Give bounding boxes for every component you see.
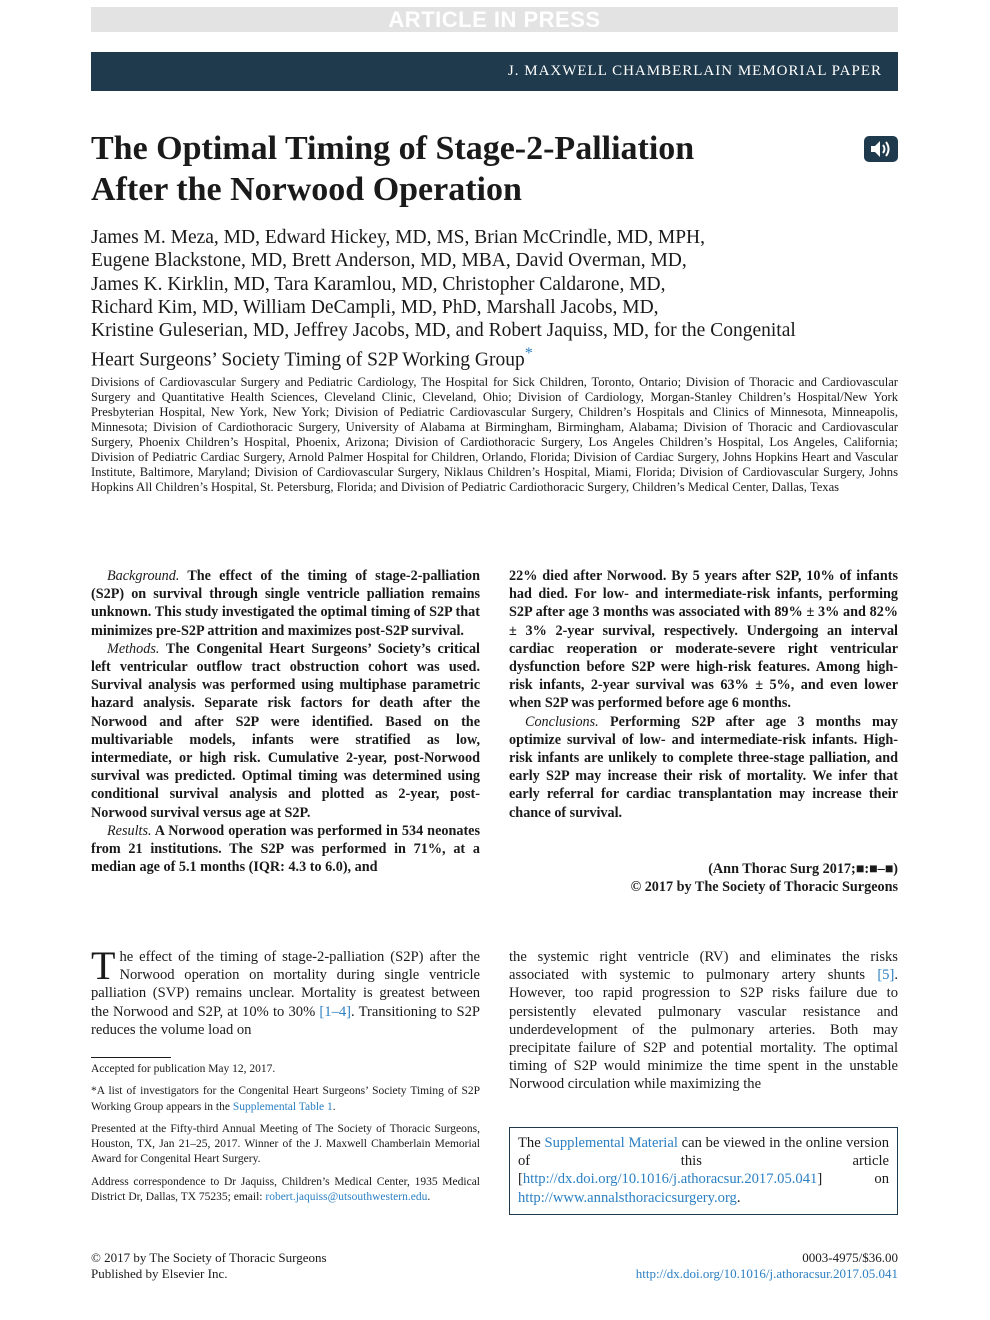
footnote-divider [91, 1057, 171, 1058]
supplemental-material-link[interactable]: Supplemental Material [544, 1135, 678, 1151]
abstract-conclusions-text: Performing S2P after age 3 months may optimize survival of low- and intermediate-risk infants. High-risk infants are unlikely to complete three-stage palliation, and early S2P may increase their risk of mortality. We infer that early referral for cardiac transplantation may increase their chance of survival. [509, 713, 898, 821]
author-line: Kristine Guleserian, MD, Jeffrey Jacobs, MD, and Robert Jaquiss, MD, for the Congenital [91, 320, 796, 342]
correspondence-note [91, 1175, 480, 1206]
author-line: James K. Kirklin, MD, Tara Karamlou, MD, Christopher Caldarone, MD, [91, 273, 666, 295]
abstract-background-text: The effect of the timing of stage-2-palliation (S2P) on survival through single ventricle palliation remains unknown. This study investigated the optimal timing of S2P that minimizes pre-S2P attrition and maximizes post-S2P survival. [91, 568, 480, 639]
footnote-marker: * [91, 1085, 97, 1098]
body-right-column [509, 948, 898, 1094]
abstract-right-column [509, 567, 898, 822]
author-list [91, 226, 898, 372]
body-text: . Transitioning to S2P reduces the volume load on [91, 1003, 480, 1038]
audio-summary-button[interactable] [864, 136, 898, 162]
supp-text: can be viewed in the online version of this article [ [518, 1135, 889, 1188]
title-line-1: The Optimal Timing of Stage-2-Palliation [91, 130, 695, 167]
working-group-footnote-link[interactable]: * [524, 344, 533, 363]
journal-citation: (Ann Thorac Surg 2017;■:■–■) [708, 861, 898, 877]
investigators-note [91, 1084, 480, 1115]
footer-doi-link[interactable]: http://dx.doi.org/10.1016/j.athoracsur.2017.05.041 [635, 1265, 898, 1281]
footer-publisher: Published by Elsevier Inc. [91, 1265, 228, 1281]
author-line: James M. Meza, MD, Edward Hickey, MD, MS, Brian McCrindle, MD, MPH, [91, 227, 706, 248]
body-text: he effect of the timing of stage-2-palliation (S2P) after the Norwood operation on mortality during single ventricle palliation (SVP) remains unclear. Mortality is greatest between the Norwood and S2P, at 10% to 30% [91, 949, 480, 1020]
author-line: Eugene Blackstone, MD, Brett Anderson, MD, MBA, David Overman, MD, [91, 250, 687, 272]
footnote-text: A list of investigators for the Congenital Heart Surgeons’ Society Timing of S2P Working Group appears in the [91, 1085, 480, 1113]
footer-left [91, 1250, 327, 1281]
presented-note: Presented at the Fifty-third Annual Meeting of The Society of Thoracic Surgeons, Houston, TX, Jan 21–25, 2017. Winner of the J. Maxwell Chamberlain Memorial Award for Congenital Heart Surgery. [91, 1122, 480, 1166]
journal-website-link[interactable]: http://www.annalsthoracicsurgery.org [518, 1189, 737, 1206]
footnotes [91, 1062, 480, 1212]
supp-text: ] on [817, 1171, 889, 1188]
drop-cap: T [91, 943, 116, 988]
author-line: Richard Kim, MD, William DeCampli, MD, PhD, Marshall Jacobs, MD, [91, 296, 659, 318]
footnote-text: . [427, 1191, 431, 1204]
series-header-bar [91, 52, 898, 91]
body-text: . However, too rapid progression to S2P risks failure due to persistently elevated pulmonary vascular resistance and underdevelopment of the pulmonary arteries. Both may precipitate failure of S2P and potential mortality. The optimal timing of S2P would minimize the time spent in the unstable Norwood circulation while maximizing the [509, 967, 898, 1093]
abstract-copyright: © 2017 by The Society of Thoracic Surgeons [630, 879, 898, 896]
abstract-background-heading: Background. [107, 568, 180, 584]
supplemental-material-box [509, 1127, 898, 1215]
footer-copyright: © 2017 by The Society of Thoracic Surgeons [91, 1250, 327, 1265]
article-title [91, 128, 831, 210]
body-text: the systemic right ventricle (RV) and eliminates the risks associated with systemic to pulmonary artery shunts [509, 949, 898, 984]
footer-issn-price: 0003-4975/$36.00 [802, 1250, 898, 1265]
author-line [91, 342, 898, 372]
abstract-results-heading: Results. [107, 822, 152, 839]
abstract-methods-text: The Congenital Heart Surgeons’ Society’s critical left ventricular outflow tract obstruction cohort was used. Survival analysis was performed using multiphase parametric hazard analysis. Separate risk factors for death after the Norwood and after S2P were identified. Based on the multivariable models, infants were stratified as low, intermediate, or high risk. Cumulative 2-year, post-Norwood survival was predicted. Optimal timing was determined using conditional survival analysis and plotted as 2-year, post-Norwood survival versus age at S2P. [91, 640, 480, 821]
author-line-text: Heart Surgeons’ Society Timing of S2P Working Group [91, 349, 525, 371]
speaker-icon [869, 139, 893, 159]
article-doi-link[interactable]: http://dx.doi.org/10.1016/j.athoracsur.2017.05.041 [522, 1171, 818, 1188]
abstract-results-text: A Norwood operation was performed in 534 neonates from 21 institutions. The S2P was performed in 71%, at a median age of 5.1 months (IQR: 4.3 to 6.0), and [91, 822, 480, 876]
footnote-text: . [332, 1100, 336, 1113]
reference-link[interactable]: [1–4] [319, 1003, 352, 1020]
accepted-date-note: Accepted for publication May 12, 2017. [91, 1063, 276, 1075]
abstract-results-text-continued: 22% died after Norwood. By 5 years after S2P, 10% of infants had died. For low- and intermediate-risk infants, performing S2P after age 3 months was associated with 89% ± 3% and 82% ± 3% 2-year survival, respectively. Undergoing an interval cardiac reoperation or moderate-severe right ventricular dysfunction before S2P were high-risk features. Among high-risk infants, 2-year survival was 63% ± 5%, and even lower when S2P was performed before age 6 months. [509, 568, 898, 712]
article-in-press-banner: ARTICLE IN PRESS [91, 7, 898, 32]
affiliations: Divisions of Cardiovascular Surgery and Pediatric Cardiology, The Hospital for Sick Children, Toronto, Ontario; Division of Thoracic and Cardiovascular Surgery and Quantitative Health Sciences, Cleveland Clinic, Cleveland, Ohio; Division of Cardiology, Morgan-Stanley Children’s Hospital/New York Presbyterian Hospital, New York, New York; Division of Pediatric Cardiovascular Surgery, Children’s Hospitals and Clinics of Minnesota, Minneapolis, Minnesota; Division of Cardiothoracic Surgery, University of Alabama at Birmingham, Birmingham, Alabama; Division of Thoracic and Cardiovascular Surgery, Phoenix Children’s Hospital, Phoenix, Arizona; Division of Cardiothoracic Surgery, Los Angeles Children’s Hospital, Los Angeles, California; Division of Pediatric Cardiac Surgery, Arnold Palmer Hospital for Children, Orlando, Florida; Division of Cardiac Surgery, Johns Hopkins Heart and Vascular Institute, Baltimore, Maryland; Division of Cardiovascular Surgery, Niklaus Children’s Hospital, Miami, Florida; Division of Cardiovascular Surgery, Johns Hopkins All Children’s Hospital, St. Petersburg, Florida; and Division of Pediatric Cardiothoracic Surgery, Children’s Medical Center, Dallas, Texas [91, 375, 898, 494]
supplemental-table-link[interactable]: Supplemental Table 1 [232, 1100, 333, 1113]
series-label: J. MAXWELL CHAMBERLAIN MEMORIAL PAPER [507, 63, 882, 79]
citation-block [509, 860, 898, 896]
title-line-2: After the Norwood Operation [91, 171, 522, 208]
reference-link[interactable]: [5] [877, 967, 895, 984]
abstract-conclusions-heading: Conclusions. [525, 713, 599, 730]
body-left-column [91, 943, 480, 1039]
abstract-left-column [91, 567, 480, 876]
supp-text: The [518, 1135, 545, 1151]
email-link[interactable]: robert.jaquiss@utsouthwestern.edu [265, 1191, 428, 1204]
footer-right [636, 1250, 898, 1281]
supp-text: . [736, 1189, 741, 1206]
abstract-methods-heading: Methods. [107, 640, 160, 657]
footnote-text: Address correspondence to Dr Jaquiss, Children’s Medical Center, 1935 Medical District Dr, Dallas, TX 75235; email: [91, 1175, 480, 1204]
